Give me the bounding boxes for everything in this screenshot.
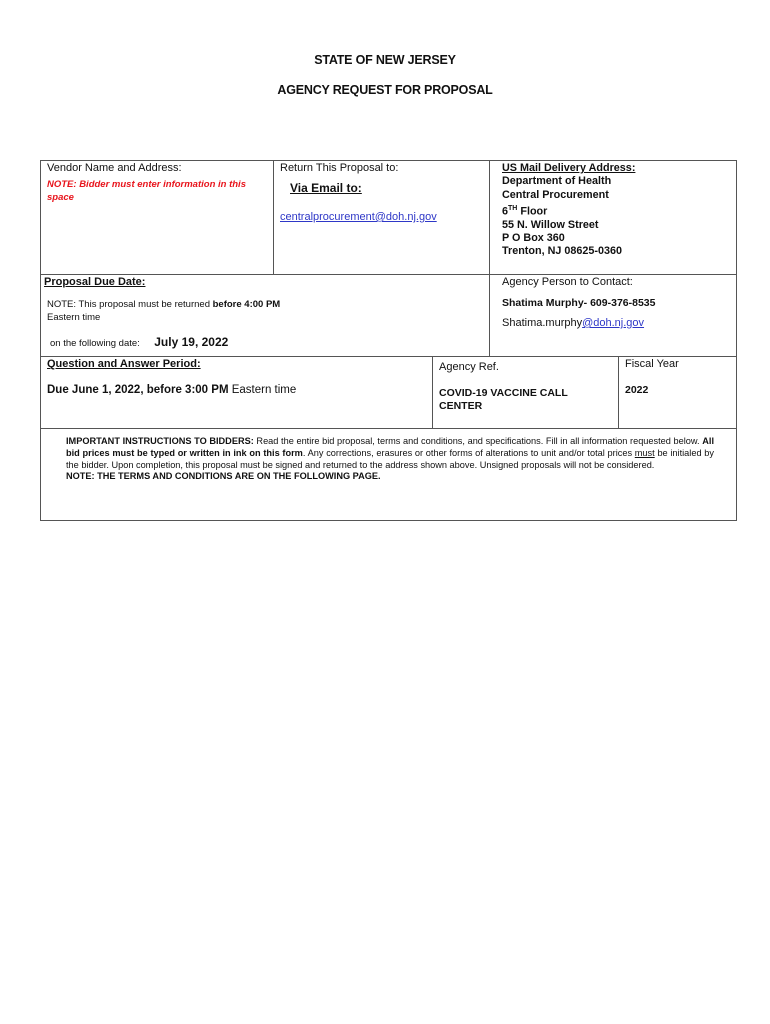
due-note: NOTE: This proposal must be returned before 4:00 PM Eastern time <box>47 299 281 323</box>
mail-line2: Central Procurement <box>502 188 609 201</box>
vendor-label: Vendor Name and Address: <box>47 162 182 174</box>
due-cell <box>41 274 489 356</box>
fiscal-label: Fiscal Year <box>625 358 679 370</box>
qa-cell <box>41 356 432 428</box>
proposal-form <box>40 160 737 521</box>
return-label: Return This Proposal to: <box>280 162 399 174</box>
return-cell <box>273 161 489 274</box>
due-date: July 19, 2022 <box>154 335 229 349</box>
fiscal-value: 2022 <box>625 384 649 396</box>
mail-line5: P O Box 360 <box>502 232 565 245</box>
mail-line1: Department of Health <box>502 175 612 188</box>
contact-email[interactable]: Shatima.murphy@doh.nj.gov <box>502 317 645 329</box>
contact-cell <box>489 274 736 356</box>
via-email-label: Via Email to: <box>290 181 362 195</box>
mail-line6: Trenton, NJ 08625-0360 <box>502 245 623 258</box>
ref-label: Agency Ref. <box>439 361 499 373</box>
mail-floor: 6TH Floor <box>502 204 548 218</box>
page-title: STATE OF NEW JERSEY <box>314 53 456 67</box>
vendor-note: NOTE: Bidder must enter information in this space <box>47 179 246 203</box>
instructions-cell <box>41 428 736 520</box>
page-subtitle: AGENCY REQUEST FOR PROPOSAL <box>277 83 493 97</box>
mail-line4: 55 N. Willow Street <box>502 218 599 231</box>
contact-label: Agency Person to Contact: <box>502 276 633 288</box>
due-label: Proposal Due Date: <box>44 276 146 288</box>
mail-cell <box>489 161 736 274</box>
mail-label: US Mail Delivery Address: <box>502 162 636 174</box>
ref-cell <box>432 356 618 428</box>
due-date-line: on the following date: July 19, 2022 <box>50 335 229 349</box>
fiscal-cell <box>618 356 736 428</box>
qa-due: Due June 1, 2022, before 3:00 PM Eastern time <box>47 384 297 396</box>
instructions-note: NOTE: THE TERMS AND CONDITIONS ARE ON THE FOLLOWING PAGE. <box>66 471 381 482</box>
vendor-cell[interactable] <box>41 161 273 274</box>
instructions-text: IMPORTANT INSTRUCTIONS TO BIDDERS: Read the entire bid proposal, terms and conditions, and specifications. Fill in all information requested below. All bid prices must be typed or written in ink on this form. Any corrections, erasures or other forms of alterations to unit and/or total prices must be initialed by the bidder. Upon completion, this proposal must be signed and returned to the address shown above. Unsigned proposals will not be considered. <box>66 436 714 470</box>
return-email-link[interactable]: centralprocurement@doh.nj.gov <box>280 211 437 223</box>
contact-name: Shatima Murphy- 609-376-8535 <box>502 297 656 309</box>
ref-value: COVID-19 VACCINE CALL CENTER <box>439 387 568 412</box>
qa-label: Question and Answer Period: <box>47 358 201 370</box>
